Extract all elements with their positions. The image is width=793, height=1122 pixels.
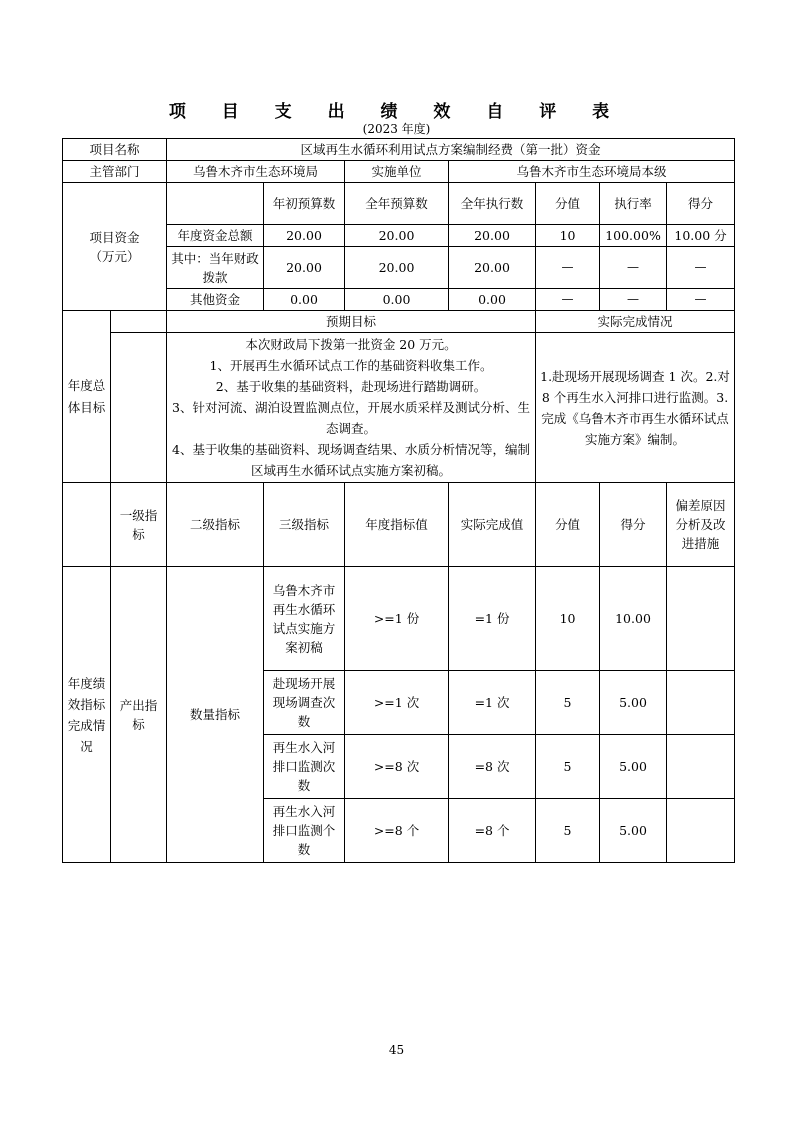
funds-header-cell: 年初预算数 xyxy=(264,183,345,225)
indicator-name: 再生水入河排口监测个数 xyxy=(264,799,345,863)
indicators-header-cell: 一级指标 xyxy=(111,483,167,567)
indicators-header-cell: 二级指标 xyxy=(167,483,264,567)
goals-blank xyxy=(111,333,167,483)
goals-expected-line: 1、开展再生水循环试点工作的基础资料收集工作。 xyxy=(209,358,493,373)
indicator-name: 赴现场开展现场调查次数 xyxy=(264,671,345,735)
indicator-score-value: 10 xyxy=(536,567,600,671)
funds-label-line1: 项目资金 xyxy=(89,229,140,245)
funds-header-cell: 全年执行数 xyxy=(449,183,536,225)
funds-cell: 0.00 xyxy=(264,289,345,311)
goals-expected-header: 预期目标 xyxy=(167,311,536,333)
project-name-row xyxy=(63,139,735,161)
funds-cell: — xyxy=(600,247,667,289)
indicator-note xyxy=(667,567,735,671)
indicator-target: >=1 份 xyxy=(345,567,449,671)
funds-cell: 0.00 xyxy=(345,289,449,311)
funds-cell: — xyxy=(667,289,735,311)
indicators-level2: 数量指标 xyxy=(167,567,264,863)
indicator-actual: =8 次 xyxy=(449,735,536,799)
indicator-score-value: 5 xyxy=(536,671,600,735)
page-title: 项 目 支 出 绩 效 自 评 表 xyxy=(168,102,625,122)
funds-row-name: 其他资金 xyxy=(167,289,264,311)
goals-header-row xyxy=(63,311,735,333)
indicator-note xyxy=(667,799,735,863)
funds-label xyxy=(63,183,167,311)
project-name-label: 项目名称 xyxy=(63,139,167,161)
funds-header-blank xyxy=(167,183,264,225)
goals-actual-header: 实际完成情况 xyxy=(536,311,735,333)
funds-cell: 10.00 分 xyxy=(667,225,735,247)
funds-row-name: 年度资金总额 xyxy=(167,225,264,247)
goals-expected-line: 4、基于收集的基础资料、现场调查结果、水质分析情况等，编制区域再生水循环试点实施方案初稿。 xyxy=(172,442,530,478)
indicators-header-cell: 实际完成值 xyxy=(449,483,536,567)
funds-header-cell: 分值 xyxy=(536,183,600,225)
funds-cell: 0.00 xyxy=(449,289,536,311)
funds-cell: 20.00 xyxy=(345,247,449,289)
funds-cell: 20.00 xyxy=(264,247,345,289)
funds-cell: 10 xyxy=(536,225,600,247)
project-name-value: 区域再生水循环利用试点方案编制经费（第一批）资金 xyxy=(167,139,735,161)
indicators-header-cell: 三级指标 xyxy=(264,483,345,567)
goals-expected xyxy=(167,333,536,483)
funds-cell: 100.00% xyxy=(600,225,667,247)
indicators-header-row xyxy=(63,483,735,567)
indicators-section-label: 年度绩效指标完成情况 xyxy=(63,567,111,863)
indicator-target: >=8 次 xyxy=(345,735,449,799)
funds-header-cell: 得分 xyxy=(667,183,735,225)
impl-value: 乌鲁木齐市生态环境局本级 xyxy=(449,161,735,183)
funds-cell: — xyxy=(536,247,600,289)
indicator-target: >=1 次 xyxy=(345,671,449,735)
goals-expected-line: 3、针对河流、湖泊设置监测点位，开展水质采样及测试分析、生态调查。 xyxy=(172,400,530,436)
funds-cell: — xyxy=(600,289,667,311)
indicators-header-cell: 偏差原因分析及改进措施 xyxy=(667,483,735,567)
indicators-header-blank xyxy=(63,483,111,567)
funds-cell: 20.00 xyxy=(264,225,345,247)
dept-value: 乌鲁木齐市生态环境局 xyxy=(167,161,345,183)
indicator-score-value: 5 xyxy=(536,735,600,799)
page-number: 45 xyxy=(388,1043,405,1057)
indicator-actual: =1 次 xyxy=(449,671,536,735)
indicators-header-cell: 分值 xyxy=(536,483,600,567)
dept-row xyxy=(63,161,735,183)
goals-blank xyxy=(111,311,167,333)
indicator-score-value: 5 xyxy=(536,799,600,863)
goals-actual: 1.赴现场开展现场调查 1 次。2.对 8 个再生水入河排口进行监测。3.完成《乌鲁木齐市再生水循环试点实施方案》编制。 xyxy=(536,333,735,483)
indicator-actual: =8 个 xyxy=(449,799,536,863)
funds-cell: 20.00 xyxy=(449,225,536,247)
indicator-name: 乌鲁木齐市再生水循环试点实施方案初稿 xyxy=(264,567,345,671)
indicators-header-cell: 得分 xyxy=(600,483,667,567)
year-subtitle: (2023 年度) xyxy=(362,122,431,136)
indicator-name: 再生水入河排口监测次数 xyxy=(264,735,345,799)
goals-content-row xyxy=(63,333,735,483)
funds-cell: — xyxy=(536,289,600,311)
funds-header-cell: 全年预算数 xyxy=(345,183,449,225)
impl-label: 实施单位 xyxy=(345,161,449,183)
goals-expected-line: 本次财政局下拨第一批资金 20 万元。 xyxy=(245,337,457,352)
funds-row-name: 其中：当年财政拨款 xyxy=(167,247,264,289)
indicators-header-cell: 年度指标值 xyxy=(345,483,449,567)
indicator-score: 5.00 xyxy=(600,735,667,799)
dept-label: 主管部门 xyxy=(63,161,167,183)
indicator-target: >=8 个 xyxy=(345,799,449,863)
funds-label-line2: （万元） xyxy=(89,248,140,264)
evaluation-table xyxy=(62,138,735,863)
indicator-score: 10.00 xyxy=(600,567,667,671)
indicator-score: 5.00 xyxy=(600,671,667,735)
indicator-row xyxy=(63,567,735,671)
funds-cell: 20.00 xyxy=(345,225,449,247)
indicator-actual: =1 份 xyxy=(449,567,536,671)
funds-cell: — xyxy=(667,247,735,289)
funds-cell: 20.00 xyxy=(449,247,536,289)
goals-expected-line: 2、基于收集的基础资料，赴现场进行踏勘调研。 xyxy=(215,379,487,394)
indicators-level1: 产出指标 xyxy=(111,567,167,863)
funds-header-row xyxy=(63,183,735,225)
indicator-note xyxy=(667,735,735,799)
goals-label: 年度总体目标 xyxy=(63,311,111,483)
indicator-note xyxy=(667,671,735,735)
funds-header-cell: 执行率 xyxy=(600,183,667,225)
indicator-score: 5.00 xyxy=(600,799,667,863)
